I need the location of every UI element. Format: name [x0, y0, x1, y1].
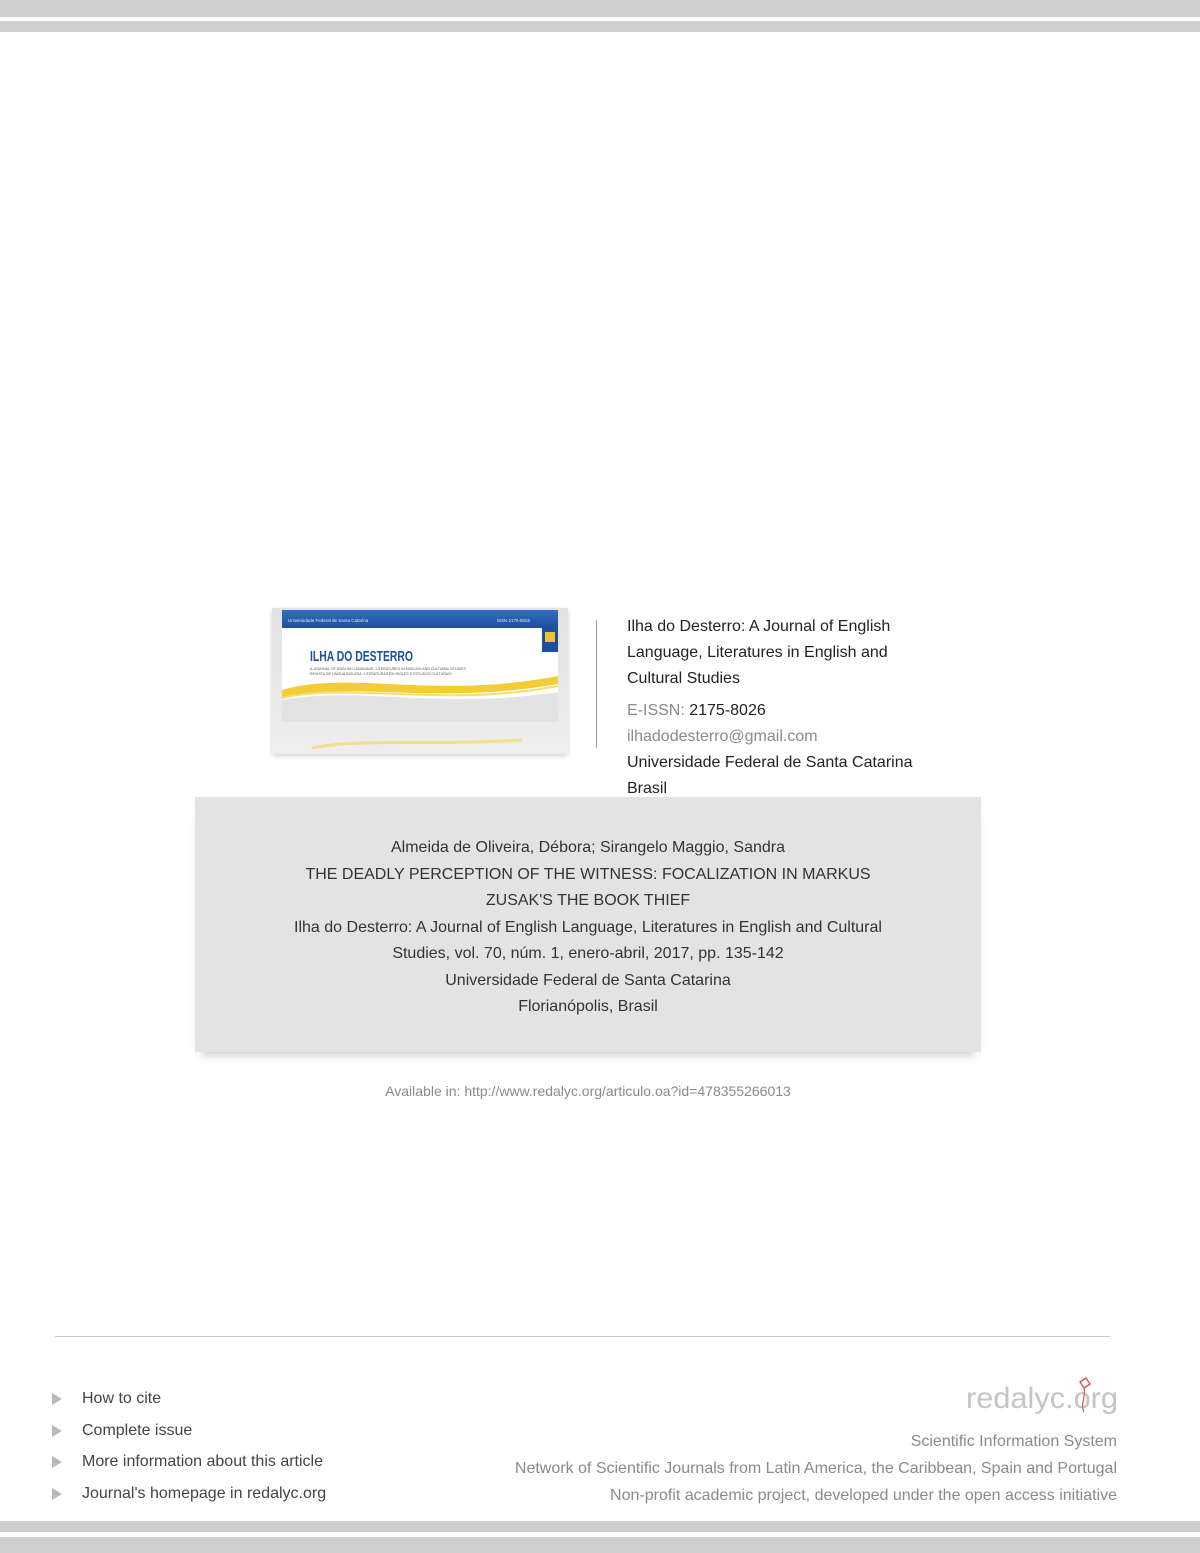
bottom-band [0, 1537, 1200, 1553]
article-source-line-1: Ilha do Desterro: A Journal of English Language, Literatures in English and Cultural [294, 918, 882, 936]
redalyc-logo[interactable] [962, 1374, 1122, 1418]
article-authors: Almeida de Oliveira, Débora; Sirangelo Maggio, Sandra [391, 839, 785, 856]
footer-links [52, 1383, 326, 1510]
redalyc-info [515, 1428, 1117, 1509]
more-info-link[interactable] [52, 1446, 326, 1478]
journal-institution: Universidade Federal de Santa Catarina [627, 754, 913, 771]
link-label: Journal's homepage in redalyc.org [82, 1484, 327, 1502]
logo-text: redalyc.org [966, 1382, 1118, 1415]
cover-subtitle-1: A JOURNAL OF ENGLISH LANGUAGE, LITERATURES IN ENGLISH AND CULTURAL STUDIES [310, 667, 466, 671]
cover-top-text: Universidade Federal de Santa Catarina [288, 618, 369, 623]
journal-title-line: Cultural Studies [627, 670, 740, 687]
article-title-line-1: THE DEADLY PERCEPTION OF THE WITNESS: FOCALIZATION IN MARKUS [305, 865, 871, 883]
link-label: More information about this article [82, 1453, 323, 1471]
top-band [0, 0, 1200, 17]
eissn-label: E-ISSN: [627, 702, 690, 719]
journal-title[interactable] [627, 614, 967, 692]
cover-graphic [272, 608, 568, 754]
vertical-divider [596, 620, 597, 748]
cover-subtitle-2: REVISTA DE LINGUA INGLESA, LITERATURAS EM INGLES E ESTUDOS CULTURAIS [310, 672, 452, 676]
cover-issn-text: ISSN 2175-8026 [496, 618, 530, 623]
play-arrow-icon [52, 1456, 62, 1468]
journal-country: Brasil [627, 780, 668, 797]
complete-issue-link[interactable] [52, 1415, 326, 1447]
link-label: Complete issue [82, 1421, 193, 1439]
how-to-cite-link[interactable] [52, 1383, 326, 1415]
eissn [627, 698, 967, 724]
article-location: Florianópolis, Brasil [518, 998, 658, 1015]
available-in-link[interactable]: Available in: http://www.redalyc.org/articulo.oa?id=478355266013 [385, 1083, 791, 1099]
redalyc-network: Network of Scientific Journals from Latin America, the Caribbean, Spain and Portugal [514, 1460, 1117, 1477]
journal-email[interactable]: ilhadodesterro@gmail.com [627, 728, 818, 745]
play-arrow-icon [52, 1488, 62, 1500]
journal-info [627, 614, 967, 802]
journal-cover-image[interactable] [272, 608, 568, 754]
redalyc-nonprofit: Non-profit academic project, developed under the open access initiative [610, 1487, 1117, 1504]
redalyc-logo-graphic [962, 1374, 1122, 1418]
journal-title-line: Language, Literatures in English and [627, 644, 888, 661]
journal-title-line: Ilha do Desterro: A Journal of English [627, 618, 891, 635]
article-institution: Universidade Federal de Santa Catarina [445, 971, 731, 989]
play-arrow-icon [52, 1393, 62, 1405]
bottom-band-thin [0, 1521, 1200, 1532]
footer-divider [55, 1336, 1110, 1337]
article-title-line-2: ZUSAK'S THE BOOK THIEF [485, 892, 691, 909]
play-arrow-icon [52, 1425, 62, 1437]
journal-homepage-link[interactable] [52, 1478, 326, 1510]
top-band-thin [0, 21, 1200, 32]
article-info-box [195, 797, 981, 1052]
article-source-line-2: Studies, vol. 70, núm. 1, enero-abril, 2017, pp. 135-142 [392, 945, 784, 962]
cover-title: ILHA DO DESTERRO [310, 648, 414, 665]
eissn-value: 2175-8026 [689, 702, 766, 719]
link-label: How to cite [82, 1389, 162, 1407]
redalyc-tagline: Scientific Information System [910, 1433, 1117, 1450]
